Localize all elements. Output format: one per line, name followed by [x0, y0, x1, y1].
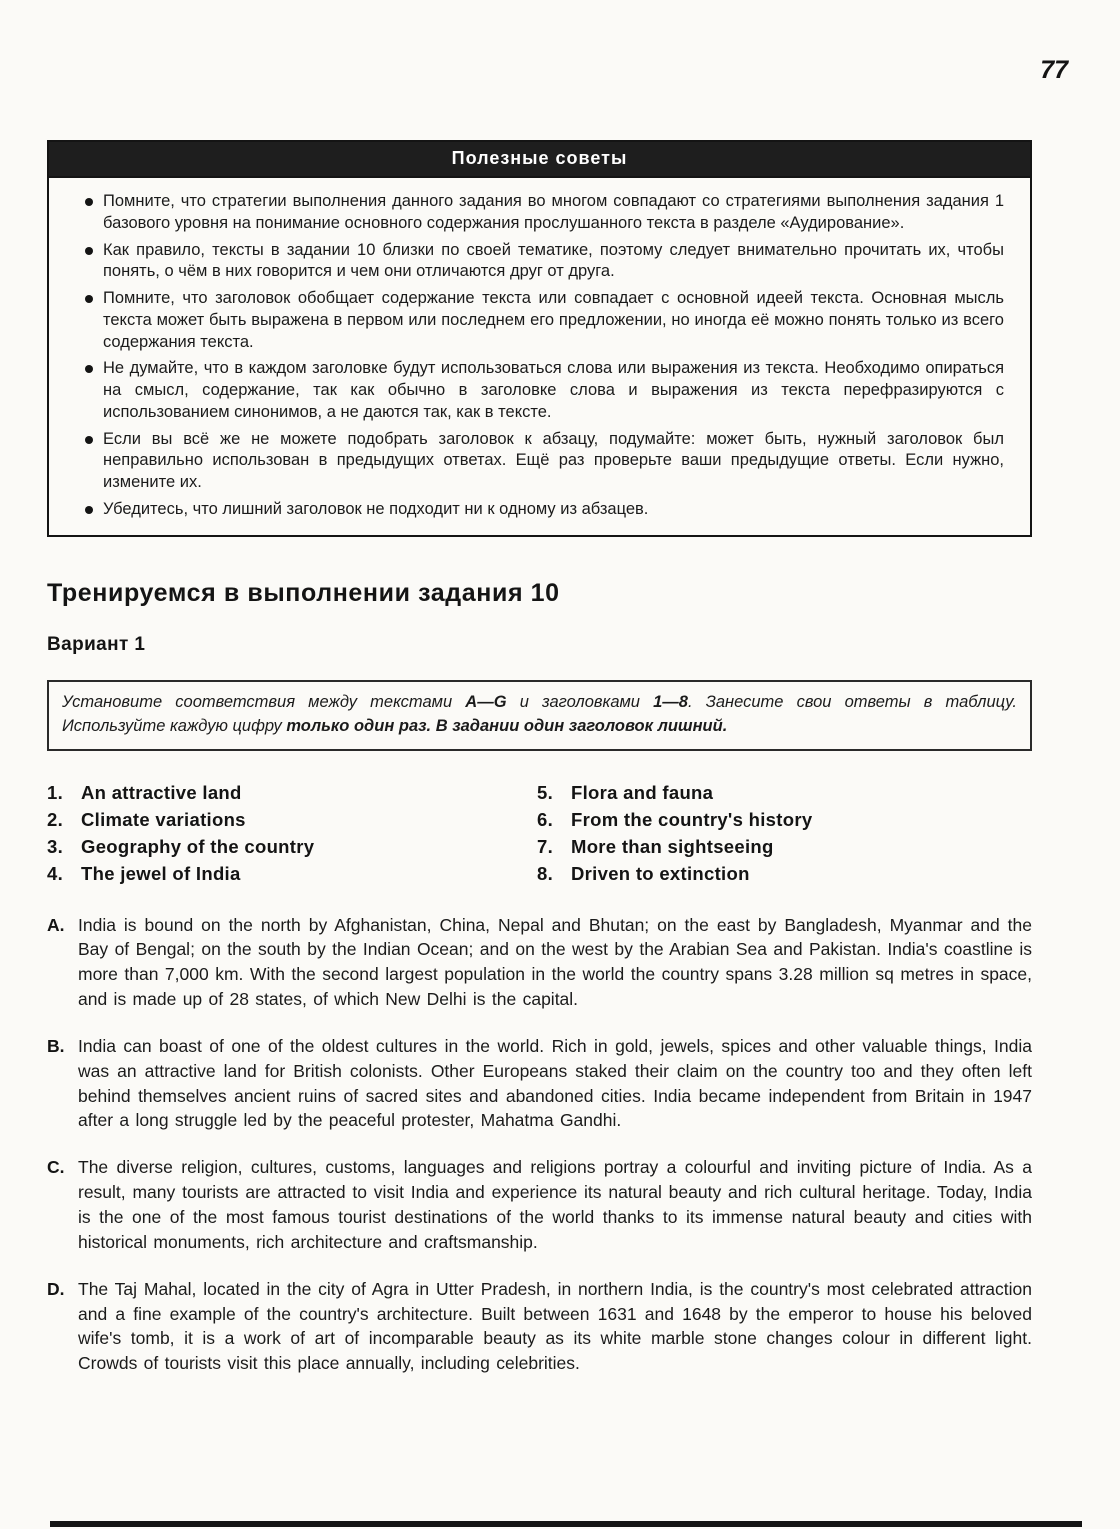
- instruction-text: Установите соответствия между текстами: [62, 692, 466, 711]
- heading-label: Driven to extinction: [571, 862, 750, 884]
- tip-item-6: Убедитесь, что лишний заголовок не подходит ни к одному из абзацев.: [83, 499, 1004, 521]
- heading-number: 4.: [47, 862, 64, 884]
- heading-label: More than sightseeing: [571, 835, 774, 857]
- tips-box: [47, 140, 1032, 537]
- heading-item-2: [47, 806, 537, 833]
- heading-number: 3.: [47, 835, 64, 857]
- paragraph-letter: D.: [47, 1278, 65, 1299]
- heading-number: 2.: [47, 808, 64, 830]
- paragraph-text: The Taj Mahal, located in the city of Agra in Utter Pradesh, in northern India, is the country's most celebrated attraction and a fine example of the country's architecture. Built between 1631 and 1648 by the emperor to house his beloved wife's tomb, it is a work of art of incomparable beauty as its white marble stone changes colour in different light. Crowds of tourists visit this place annually, including celebrities.: [78, 1278, 1032, 1374]
- instruction-range-numbers: 1—8: [653, 692, 688, 711]
- heading-item-4: [47, 860, 537, 887]
- heading-label: Geography of the country: [81, 835, 315, 857]
- heading-item-7: [537, 833, 1032, 860]
- tip-item-2: Как правило, тексты в задании 10 близки по своей тематике, поэтому следует внимательно прочитать их, чтобы понять, о чём в них говорится и чем они отличаются друг от друга.: [83, 240, 1004, 284]
- heading-number: 6.: [537, 808, 554, 830]
- instruction-text-2: и заголовками: [506, 692, 654, 711]
- heading-label: Climate variations: [81, 808, 246, 830]
- heading-number: 8.: [537, 862, 554, 884]
- tip-item-3: Помните, что заголовок обобщает содержание текста или совпадает с основной идеей текста. Основная мысль текста может быть выражена в первом или последнем его предложении, но иногда её можно понять только из всего содержания текста.: [83, 288, 1004, 353]
- paragraph-text: India can boast of one of the oldest cultures in the world. Rich in gold, jewels, spices and other valuable things, India was an attractive land for British colonists. Other Europeans staked their claim on the country too and they often left behind themselves ancient ruins of sacred sites and abandoned cities. India became independent from Britain in 1947 after a long struggle led by the peaceful protester, Mahatma Gandhi.: [78, 1035, 1032, 1131]
- paragraph-letter: B.: [47, 1035, 65, 1056]
- heading-label: Flora and fauna: [571, 781, 714, 803]
- heading-item-6: [537, 806, 1032, 833]
- instruction-emphasis: только один раз. В задании один заголовок лишний.: [286, 716, 728, 735]
- tips-list: [49, 178, 1030, 535]
- heading-item-1: [47, 779, 537, 806]
- paragraph-letter: C.: [47, 1157, 65, 1178]
- heading-item-8: [537, 860, 1032, 887]
- tips-box-title: Полезные советы: [49, 142, 1030, 178]
- variant-title: Вариант 1: [47, 633, 146, 655]
- instruction-box: [47, 680, 1032, 751]
- heading-label: From the country's history: [571, 808, 813, 830]
- heading-item-3: [47, 833, 537, 860]
- text-paragraphs: [47, 913, 1032, 1377]
- tip-item-1: Помните, что стратегии выполнения данного задания во многом совпадают со стратегиями выполнения задания 1 базового уровня на понимание основного содержания прослушанного текста в разделе «Аудирование».: [83, 191, 1004, 235]
- headings-column-right: [537, 779, 1032, 887]
- headings-column-left: [47, 779, 537, 887]
- heading-label: An attractive land: [81, 781, 242, 803]
- paragraph-text: The diverse religion, cultures, customs, languages and religions portray a colourful and inviting picture of India. As a result, many tourists are attracted to visit India and experience its natural beauty and rich cultural heritage. Today, India is the one of the most famous tourist destinations of the world thanks to its immense natural beauty and cities with historical monuments, rich architecture and craftsmanship.: [78, 1157, 1032, 1252]
- heading-label: The jewel of India: [81, 862, 241, 884]
- bottom-divider: [50, 1521, 1082, 1527]
- section-title: Тренируемся в выполнении задания 10: [47, 578, 560, 607]
- heading-item-5: [537, 779, 1032, 806]
- paragraph-b: [47, 1034, 1032, 1133]
- instruction-text-3: . Занесите свои ответы в таблицу. Используйте каждую цифру: [62, 692, 1017, 735]
- headings-list: [47, 779, 1032, 887]
- heading-number: 7.: [537, 835, 554, 857]
- instruction-range-letters: A—G: [465, 692, 507, 711]
- paragraph-text: India is bound on the north by Afghanistan, China, Nepal and Bhutan; on the east by Bangladesh, Myanmar and the Bay of Bengal; on the south by the Indian Ocean; and on the west by the Arabian Sea and Pakistan. India's coastline is more than 7,000 km. With the second largest population in the world the country spans 3.28 million sq metres in space, and is made up of 28 states, of which New Delhi is the capital.: [78, 914, 1032, 1010]
- paragraph-letter: A.: [47, 914, 65, 935]
- tip-item-5: Если вы всё же не можете подобрать заголовок к абзацу, подумайте: может быть, нужный заголовок был неправильно использован в предыдущих ответах. Ещё раз проверьте ваши предыдущие ответы. Если нужно, измените их.: [83, 429, 1004, 494]
- heading-number: 1.: [47, 781, 64, 803]
- paragraph-c: [47, 1155, 1032, 1254]
- heading-number: 5.: [537, 781, 554, 803]
- tip-item-4: Не думайте, что в каждом заголовке будут использоваться слова или выражения из текста. Необходимо опираться на смысл, содержание, так как обычно в заголовке слова и выражения из текста перефразируются с использованием синонимов, а не даются так, как в тексте.: [83, 358, 1004, 423]
- paragraph-d: [47, 1277, 1032, 1376]
- paragraph-a: [47, 913, 1032, 1012]
- page-number: 77: [1040, 56, 1068, 84]
